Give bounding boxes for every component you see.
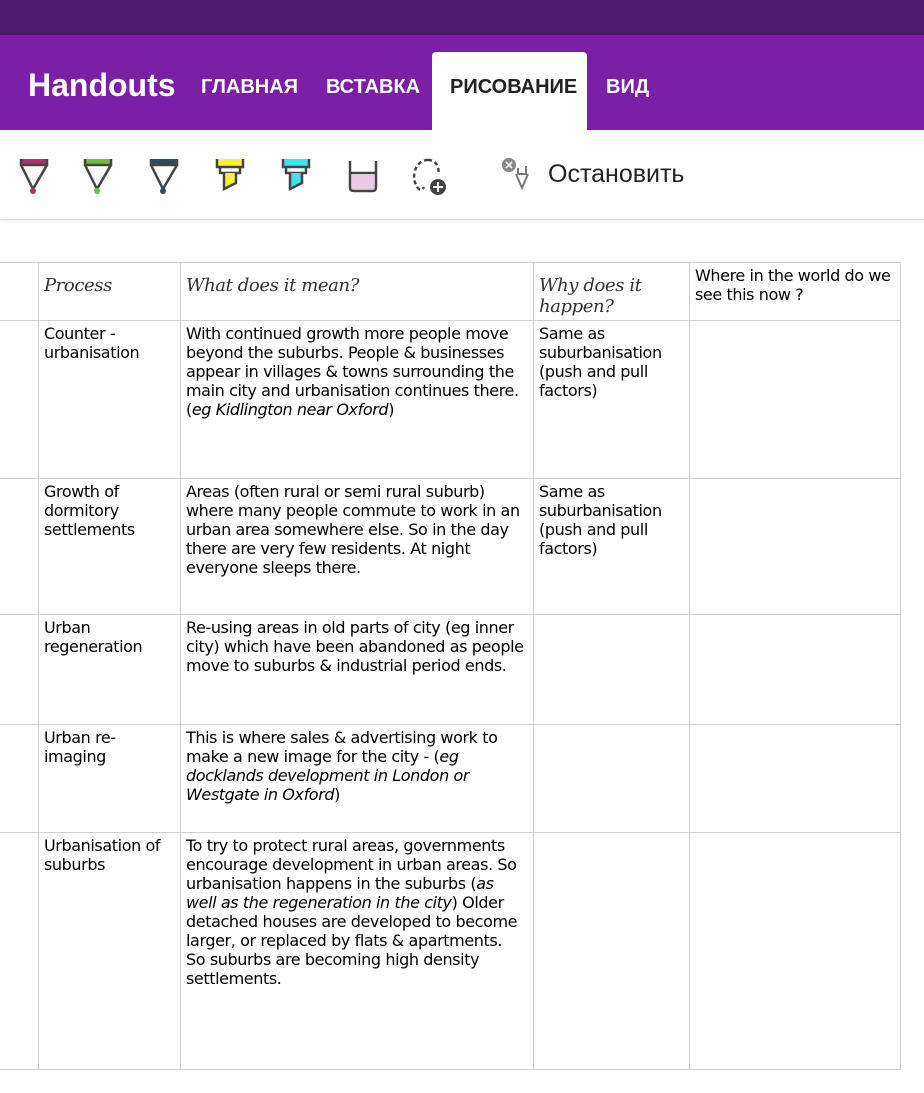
meaning-text: eg docklands development in London or Westgate in Oxford [186, 747, 474, 804]
status-bar [0, 0, 924, 35]
meaning-text: With continued growth more people move beyond the suburbs. People & businesses appear in villages & towns surrounding the main city and urbanisation continues there. [186, 324, 519, 400]
process-cell-text: Counter - urbanisation [44, 324, 140, 362]
why-cell[interactable] [533, 614, 690, 725]
draw-toolbar [0, 130, 924, 220]
why-cell[interactable] [533, 832, 690, 1070]
eraser-icon[interactable] [345, 155, 381, 195]
process-cell[interactable] [38, 478, 181, 615]
why-cell-text: Same as suburbanisation (push and pull factors) [539, 324, 662, 400]
process-cell[interactable] [38, 320, 181, 479]
meaning-text: ) Older detached houses are developed to become larger, or replaced by flats & apartments. So suburbs are becoming high density settlements. [186, 893, 518, 988]
highlighter-cyan-icon[interactable] [278, 155, 314, 195]
process-cell[interactable] [38, 614, 181, 725]
process-cell-text: Growth of dormitory settlements [44, 482, 135, 539]
process-cell-text: Urbanisation of suburbs [44, 836, 161, 874]
meaning-text: as well as the regeneration in the city [186, 874, 499, 912]
meaning-text: Re-using areas in old parts of city (eg inner city) which have been abandoned as people move to suburbs & industrial period ends. [186, 618, 529, 675]
row-margin-cell[interactable] [0, 832, 39, 1070]
process-cell-text: Urban regeneration [44, 618, 143, 656]
header-label: Why does it happen? [539, 275, 642, 317]
header-label: Process [44, 275, 112, 296]
meaning-cell[interactable] [180, 320, 534, 479]
row-margin-cell[interactable] [0, 478, 39, 615]
header-why[interactable] [533, 262, 690, 321]
row-margin-cell[interactable] [0, 614, 39, 725]
highlighter-yellow-icon[interactable] [212, 155, 248, 195]
where-cell[interactable] [689, 320, 901, 479]
header-meaning[interactable] [180, 262, 534, 321]
stop-drawing-button[interactable] [500, 156, 684, 192]
meaning-text: ) [334, 785, 340, 804]
meaning-text: ( [186, 400, 192, 419]
pen-darkblue-icon[interactable] [146, 155, 182, 195]
meaning-text: To try to protect rural areas, governments encourage development in urban areas. So urbanisation happens in the suburbs ( [186, 836, 522, 893]
row-margin-cell[interactable] [0, 320, 39, 479]
row-margin-cell[interactable] [0, 724, 39, 833]
meaning-text: This is where sales & advertising work to make a new image for the city - ( [186, 728, 503, 766]
header-process[interactable] [38, 262, 181, 321]
header-where[interactable] [689, 262, 901, 321]
ribbon [0, 35, 924, 130]
meaning-cell[interactable] [180, 724, 534, 833]
pen-magenta-icon[interactable] [16, 155, 52, 195]
app-title: Handouts [28, 67, 176, 103]
process-cell-text: Urban re-imaging [44, 728, 116, 766]
pen-stop-icon [500, 156, 534, 192]
header-label: What does it mean? [186, 275, 359, 296]
meaning-cell[interactable] [180, 832, 534, 1070]
where-cell[interactable] [689, 724, 901, 833]
meaning-cell[interactable] [180, 478, 534, 615]
tab-draw[interactable]: РИСОВАНИЕ [432, 52, 587, 130]
row-margin-cell[interactable] [0, 262, 39, 321]
process-cell[interactable] [38, 832, 181, 1070]
why-cell[interactable] [533, 320, 690, 479]
header-label: Where in the world do we see this now ? [695, 266, 891, 304]
process-cell[interactable] [38, 724, 181, 833]
pen-green-icon[interactable] [80, 155, 116, 195]
tab-view[interactable]: ВИД [606, 76, 650, 98]
meaning-cell[interactable] [180, 614, 534, 725]
meaning-text: ) [388, 400, 395, 419]
lasso-select-icon[interactable] [408, 155, 444, 195]
where-cell[interactable] [689, 614, 901, 725]
tab-home[interactable]: ГЛАВНАЯ [201, 76, 299, 98]
why-cell[interactable] [533, 478, 690, 615]
where-cell[interactable] [689, 832, 901, 1070]
stop-label: Остановить [548, 159, 685, 188]
why-cell-text: Same as suburbanisation (push and pull factors) [539, 482, 662, 558]
tab-insert[interactable]: ВСТАВКА [326, 76, 421, 98]
where-cell[interactable] [689, 478, 901, 615]
meaning-text: Areas (often rural or semi rural suburb) where many people commute to work in an urban area somewhere else. So in the day there are very few residents. At night everyone sleeps there. [186, 482, 525, 577]
meaning-text: eg Kidlington near Oxford [191, 400, 389, 419]
why-cell[interactable] [533, 724, 690, 833]
